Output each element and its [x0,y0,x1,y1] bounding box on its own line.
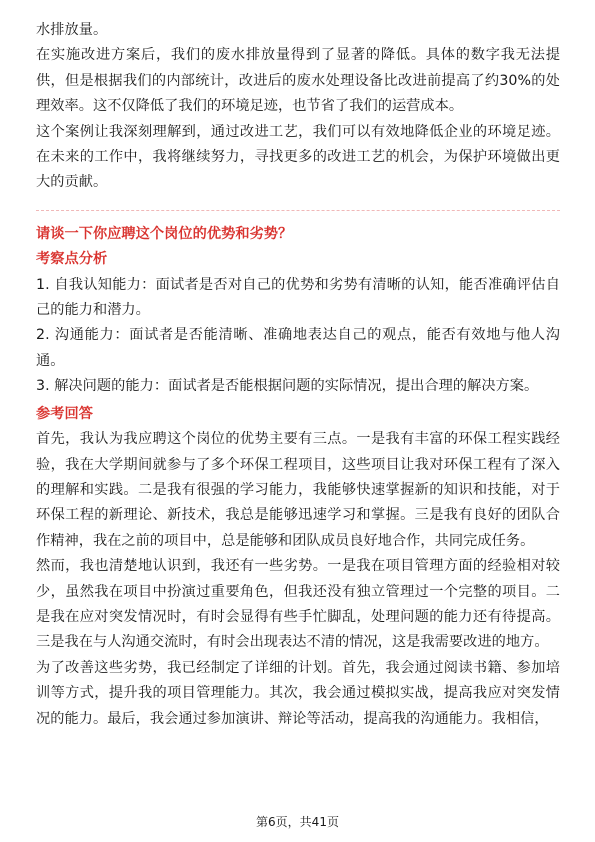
analysis-item: 1. 自我认知能力：面试者是否对自己的优势和劣势有清晰的认知，能否准确评估自己的能力和潜力。 [36,276,560,319]
reference-paragraph: 首先，我认为我应聘这个岗位的优势主要有三点。一是我有丰富的环保工程实践经验，我在大学期间就参与了多个环保工程项目，这些项目让我对环保工程有了深入的理解和实践。二是我有很强的学习能力，我能够快速掌握新的知识和技能，对于环保工程的新理论、新技术，我总是能够迅速学习和掌握。三是我有良好的团队合作精神，我在之前的项目中，总是能够和团队成员良好地合作，共同完成任务。 [36,431,560,549]
reference-heading: 参考回答 [36,405,93,422]
document-page [36,18,560,732]
body-paragraph: 水排放量。 [36,22,108,38]
body-paragraph: 在实施改进方案后，我们的废水排放量得到了显著的降低。具体的数字我无法提供，但是根据我们的内部统计，改进后的废水处理设备比改进前提高了约30%的处理效率。这不仅降低了我们的环境足迹，也节省了我们的运营成本。 [36,47,560,115]
page-number-footer: 第6页，共41页 [256,815,339,829]
analysis-item: 2. 沟通能力：面试者是否能清晰、准确地表达自己的观点，能否有效地与他人沟通。 [36,327,560,369]
section-divider [36,210,560,212]
reference-paragraph: 然而，我也清楚地认识到，我还有一些劣势。一是我在项目管理方面的经验相对较少，虽然我在项目中扮演过重要角色，但我还没有独立管理过一个完整的项目。二是我在应对突发情况时，有时会显得有些手忙脚乱，处理问题的能力还有待提高。三是我在与人沟通交流时，有时会出现表达不清的情况，这是我需要改进的地方。 [36,558,560,651]
question-heading: 请谈一下你应聘这个岗位的优势和劣势？ [36,225,293,242]
body-paragraph: 这个案例让我深刻理解到，通过改进工艺，我们可以有效地降低企业的环境足迹。在未来的工作中，我将继续努力，寻找更多的改进工艺的机会，为保护环境做出更大的贡献。 [36,123,560,191]
analysis-heading: 考察点分析 [36,251,108,268]
analysis-item: 3. 解决问题的能力：面试者是否能根据问题的实际情况，提出合理的解决方案。 [36,378,539,395]
reference-paragraph: 为了改善这些劣势，我已经制定了详细的计划。首先，我会通过阅读书籍、参加培训等方式，提升我的项目管理能力。其次，我会通过模拟实战，提高我应对突发情况的能力。最后，我会通过参加演讲、辩论等活动，提高我的沟通能力。我相信， [36,659,560,727]
